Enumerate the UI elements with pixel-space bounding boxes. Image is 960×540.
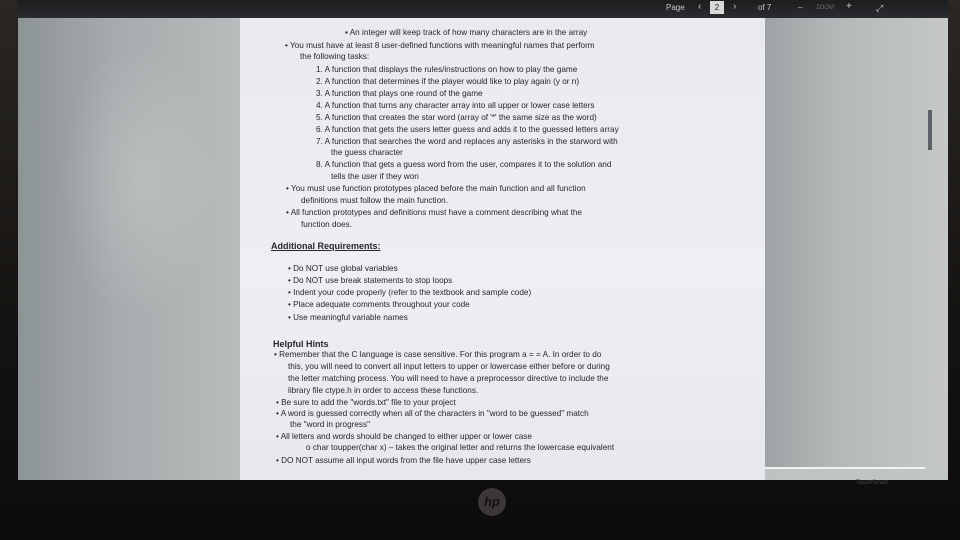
hint-line: the letter matching process. You will need to have a preprocessor directive to include the — [288, 374, 609, 383]
text-line: definitions must follow the main function. — [301, 196, 448, 205]
zoom-label: ZOOM — [816, 5, 834, 11]
zoom-out-button[interactable]: – — [798, 3, 803, 12]
helpful-hints-heading: Helpful Hints — [273, 339, 329, 349]
hint-line: • DO NOT assume all input words from the file have upper case letters — [276, 456, 531, 465]
touchsmart-label: TouchSmart — [856, 480, 889, 486]
text-line: ▪ An integer will keep track of how many characters are in the array — [345, 28, 588, 37]
text-line: 8. A function that gets a guess word from the user, compares it to the solution and — [316, 160, 612, 169]
hint-line: • All letters and words should be changed to either upper or lower case — [276, 432, 532, 441]
text-line: tells the user if they won — [331, 172, 419, 181]
requirement-item: • Indent your code properly (refer to the textbook and sample code) — [288, 288, 532, 297]
text-line: • You must have at least 8 user-defined functions with meaningful names that perform — [285, 41, 595, 50]
text-line: • You must use function prototypes placed before the main function and all function — [286, 184, 586, 193]
text-line: the guess character — [331, 148, 403, 157]
requirement-item: • Do NOT use global variables — [288, 264, 398, 273]
text-line: the following tasks: — [300, 52, 370, 61]
prev-page-icon[interactable]: ‹ — [698, 1, 702, 12]
next-page-icon[interactable]: › — [733, 1, 737, 12]
hint-line: • Remember that the C language is case sensitive. For this program a = = A. In order to do — [274, 350, 602, 359]
text-line: 3. A function that plays one round of the game — [316, 89, 483, 98]
fullscreen-icon[interactable]: ⤢ — [876, 3, 884, 13]
requirement-item: • Do NOT use break statements to stop loops — [288, 276, 453, 285]
text-line: • All function prototypes and definitions must have a comment describing what the — [286, 208, 582, 217]
hint-line: the "word in progress" — [290, 420, 370, 429]
requirement-item: • Use meaningful variable names — [288, 313, 408, 322]
text-line: 2. A function that determines if the player would like to play again (y or n) — [316, 77, 580, 86]
text-line: 7. A function that searches the word and replaces any asterisks in the starword with — [316, 137, 618, 146]
text-line: function does. — [301, 220, 352, 229]
zoom-in-button[interactable]: + — [846, 1, 852, 12]
hint-line: o char toupper(char x) – takes the original letter and returns the lowercase equivalent — [306, 443, 615, 452]
text-line: 4. A function that turns any character array into all upper or lower case letters — [316, 101, 595, 110]
page-count: of 7 — [758, 3, 772, 12]
text-line: 6. A function that gets the users letter guess and adds it to the guessed letters array — [316, 125, 619, 134]
hint-line: this, you will need to convert all input letters to upper or lowercase either before or during — [288, 362, 610, 371]
hint-line: • A word is guessed correctly when all of the characters in "word to be guessed" match — [276, 409, 589, 418]
hp-logo: hp — [478, 488, 506, 516]
page-number-input[interactable]: 2 — [710, 1, 724, 14]
text-line: 5. A function that creates the star word (array of '*' the same size as the word) — [316, 113, 597, 122]
text-line: 1. A function that displays the rules/instructions on how to play the game — [316, 65, 578, 74]
additional-requirements-heading: Additional Requirements: — [271, 241, 381, 251]
page-label: Page — [666, 3, 685, 12]
hint-line: • Be sure to add the "words.txt" file to your project — [276, 398, 456, 407]
hint-line: library file ctype.h in order to access these functions. — [288, 386, 479, 395]
requirement-item: • Place adequate comments throughout your code — [288, 300, 470, 309]
